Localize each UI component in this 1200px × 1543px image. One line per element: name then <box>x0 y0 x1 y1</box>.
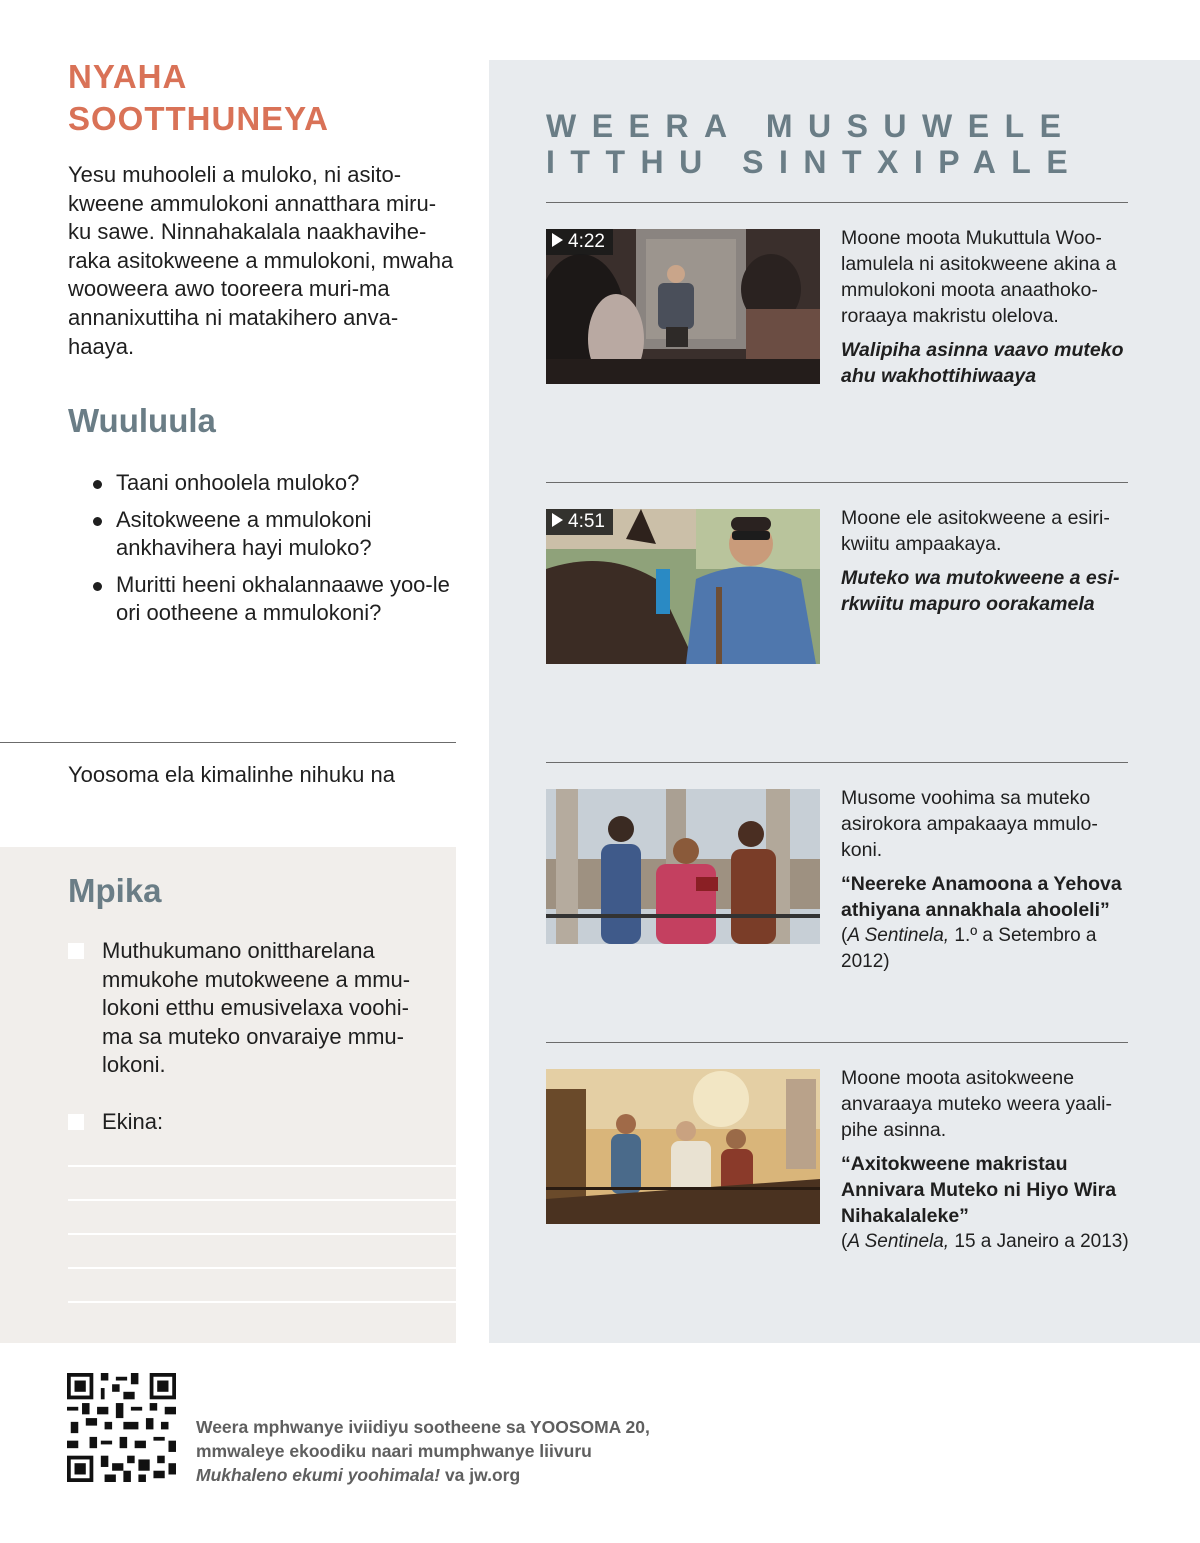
write-in-line[interactable] <box>68 1199 456 1201</box>
review-heading: Wuuluula <box>68 402 216 439</box>
resources-title <box>546 108 1083 180</box>
goal-heading: Mpika <box>68 872 162 909</box>
play-icon <box>552 513 563 527</box>
review-list <box>92 469 452 636</box>
resource-description: Moone moota Mukuttula Woo-lamulela ni asitokweene akina a mmulokoni moota anaathoko-roraaya makristu olelova. Walipiha asinna vaavo muteko ahu wakhottihiwaaya <box>841 225 1131 389</box>
video-thumbnail[interactable] <box>546 229 820 384</box>
sisters-preaching-image <box>546 789 820 944</box>
goal-option-2[interactable] <box>68 1108 438 1137</box>
divider <box>546 482 1128 483</box>
resources-title-line-1: WEERA MUSUWELE <box>546 108 1077 144</box>
resource-description: Moone ele asitokweene a esiri-kwiitu ampaakaya. Muteko wa mutokweene a esi-rkwiitu mapuro oorakamela <box>841 505 1131 617</box>
resource-description: Moone moota asitokweene anvaraaya muteko weera yaali-pihe asinna. “Axitokweene makristau Annivara Muteko ni Hiyo Wira Nihakalaleke” (A Sentinela, 15 a Janeiro a 2013) <box>841 1065 1131 1255</box>
checkbox[interactable] <box>68 1114 84 1130</box>
list-item: Muritti heeni okhalannaawe yoo-le ori ootheene a mmulokoni? <box>92 571 452 628</box>
footer-note: Weera mphwanye iviidiyu sootheene sa YOOSOMA 20, mmwaleye ekoodiku naari mumphwanye liivuru Mukhaleno ekumi yoohimala! va jw.org <box>196 1417 650 1485</box>
heading-line-2: SOOTTHUNEYA <box>68 100 329 137</box>
write-in-line[interactable] <box>68 1267 456 1269</box>
play-icon <box>552 233 563 247</box>
study-date-line: Yoosoma ela kimalinhe nihuku na <box>68 762 395 787</box>
resource-description: Musome voohima sa muteko asirokora ampakaaya mmulo-koni. “Neereke Anamoona a Yehova athiyana annakhala ahooleli” (A Sentinela, 1.º a Setembro a 2012) <box>841 785 1131 975</box>
divider <box>546 762 1128 763</box>
intro-paragraph: Yesu muhooleli a muloko, ni asito-kweene ammulokoni annatthara miru-ku sawe. Ninnahakalala naakhavihe-raka asitokweene a mmulokoni, mwaha wooweera awo tooreera muri-ma annanixuttiha ni matakihero anva-haaya. <box>68 162 454 359</box>
video-duration-badge: 4:22 <box>546 229 613 255</box>
apostle-farewell-image <box>546 1069 820 1224</box>
heading-line-1: NYAHA <box>68 58 188 95</box>
goal-option-label: Muthukumano onittharelana mmukohe mutokweene a mmu-lokoni etthu emusivelaxa voohi-ma sa muteko onvaraiye mmu-lokoni. <box>102 938 411 1078</box>
video-duration-badge: 4:51 <box>546 509 613 535</box>
article-thumbnail[interactable] <box>546 1069 820 1224</box>
divider <box>0 742 456 743</box>
write-in-line[interactable] <box>68 1165 456 1167</box>
list-item: Taani onhoolela muloko? <box>92 469 452 498</box>
goal-option-label: Ekina: <box>102 1109 164 1134</box>
qr-code-icon[interactable] <box>67 1373 176 1482</box>
resource-title[interactable]: “Neereke Anamoona a Yehova athiyana annakhala ahooleli” <box>841 873 1122 921</box>
checkbox[interactable] <box>68 943 84 959</box>
divider <box>546 202 1128 203</box>
goal-option-1[interactable] <box>68 937 438 1080</box>
resource-title[interactable]: “Axitokweene makristau Annivara Muteko ni Hiyo Wira Nihakalaleke” <box>841 1153 1117 1227</box>
article-thumbnail[interactable] <box>546 789 820 944</box>
write-in-line[interactable] <box>68 1233 456 1235</box>
resource-title[interactable]: Muteko wa mutokweene a esi-rkwiitu mapuro oorakamela <box>841 567 1120 615</box>
resource-title[interactable]: Walipiha asinna vaavo muteko ahu wakhottihiwaaya <box>841 339 1124 387</box>
publication-reference: (A Sentinela, 15 a Janeiro a 2013) <box>841 1231 1129 1252</box>
divider <box>546 1042 1128 1043</box>
video-thumbnail[interactable] <box>546 509 820 664</box>
list-item: Asitokweene a mmulokoni ankhavihera hayi muloko? <box>92 506 452 563</box>
write-in-line[interactable] <box>68 1301 456 1303</box>
section-heading <box>68 56 329 140</box>
publication-reference: (A Sentinela, 1.º a Setembro a 2012) <box>841 925 1097 972</box>
resources-title-line-2: ITTHU SINTXIPALE <box>546 144 1084 180</box>
